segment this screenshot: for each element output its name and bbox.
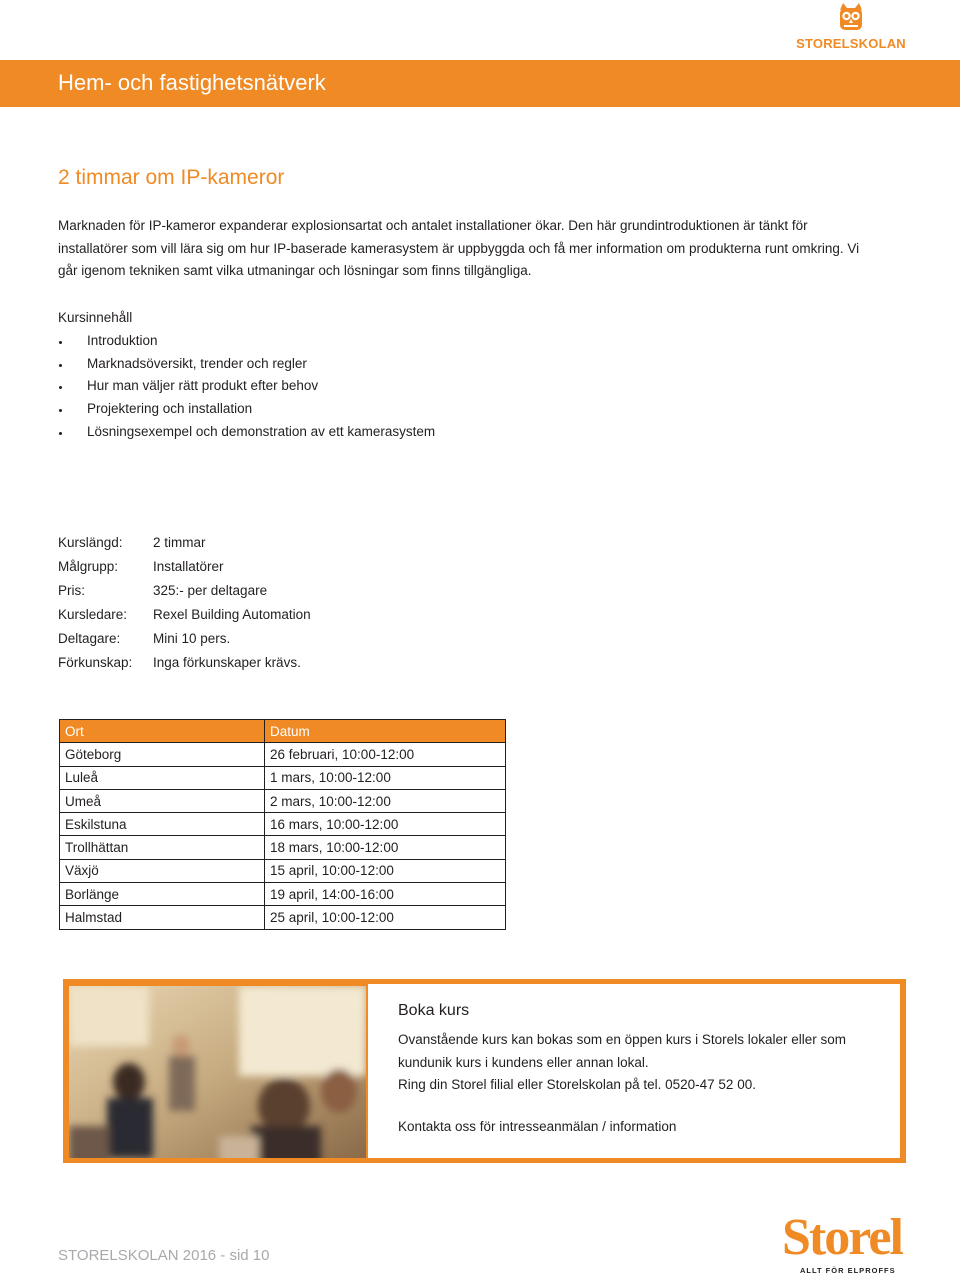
list-item: Marknadsöversikt, trender och regler <box>58 353 858 376</box>
owl-icon <box>838 2 864 32</box>
column-header-date: Datum <box>265 720 506 743</box>
list-item: Hur man väljer rätt produkt efter behov <box>58 375 858 398</box>
fact-label: Kurslängd: <box>58 535 123 550</box>
date-cell: 15 april, 10:00-12:00 <box>265 859 506 882</box>
page-title: Hem- och fastighetsnätverk <box>58 70 326 95</box>
table-row <box>60 836 506 859</box>
storel-logo <box>782 1209 906 1275</box>
fact-value: 325:- per deltagare <box>153 583 268 598</box>
table-row <box>60 789 506 812</box>
contents-heading: Kursinnehåll <box>58 310 133 325</box>
column-header-city: Ort <box>60 720 265 743</box>
fact-value: Inga förkunskaper krävs. <box>153 655 301 670</box>
date-cell: 16 mars, 10:00-12:00 <box>265 813 506 836</box>
table-row <box>60 906 506 929</box>
table-header-row <box>60 720 506 743</box>
date-cell: 18 mars, 10:00-12:00 <box>265 836 506 859</box>
date-cell: 19 april, 14:00-16:00 <box>265 883 506 906</box>
table-row <box>60 813 506 836</box>
storel-wordmark: Storel <box>782 1209 902 1266</box>
fact-label: Målgrupp: <box>58 559 119 574</box>
booking-phone: Ring din Storel filial eller Storelskolan på tel. 0520-47 52 00. <box>398 1077 756 1092</box>
booking-box <box>63 979 906 1163</box>
storelskolan-wordmark: STORELSKOLAN <box>796 36 906 51</box>
date-cell: 25 april, 10:00-12:00 <box>265 906 506 929</box>
classroom-photo-illustration <box>69 986 366 1158</box>
header-band <box>0 60 960 107</box>
booking-title: Boka kurs <box>398 1002 470 1019</box>
course-contents <box>58 307 858 444</box>
table-row <box>60 859 506 882</box>
list-item: Introduktion <box>58 330 858 353</box>
page-footer: STORELSKOLAN 2016 - sid 10 <box>58 1247 270 1264</box>
booking-text: Ovanstående kurs kan bokas som en öppen kurs i Storels lokaler eller som kundunik kurs i kundens eller annan lokal. <box>398 1032 846 1070</box>
fact-value: 2 timmar <box>153 535 206 550</box>
city-cell: Växjö <box>60 859 265 882</box>
city-cell: Göteborg <box>60 743 265 766</box>
city-cell: Umeå <box>60 789 265 812</box>
contact-link[interactable]: Kontakta oss för intresseanmälan / information <box>398 1119 677 1134</box>
booking-panel <box>368 984 900 1158</box>
fact-label: Förkunskap: <box>58 655 133 670</box>
table-row <box>60 766 506 789</box>
city-cell: Borlänge <box>60 883 265 906</box>
table-row <box>60 883 506 906</box>
city-cell: Luleå <box>60 766 265 789</box>
date-cell: 26 februari, 10:00-12:00 <box>265 743 506 766</box>
fact-label: Deltagare: <box>58 631 121 646</box>
storelskolan-logo <box>798 2 904 56</box>
fact-value: Rexel Building Automation <box>153 607 311 622</box>
storel-tagline: ALLT FÖR ELPROFFS <box>800 1266 896 1275</box>
fact-label: Kursledare: <box>58 607 128 622</box>
table-row <box>60 743 506 766</box>
fact-value: Mini 10 pers. <box>153 631 231 646</box>
schedule-table <box>59 719 506 930</box>
date-cell: 2 mars, 10:00-12:00 <box>265 789 506 812</box>
city-cell: Halmstad <box>60 906 265 929</box>
classroom-photo <box>69 986 366 1158</box>
date-cell: 1 mars, 10:00-12:00 <box>265 766 506 789</box>
list-item: Lösningsexempel och demonstration av ett kamerasystem <box>58 421 858 444</box>
city-cell: Trollhättan <box>60 836 265 859</box>
course-title: 2 timmar om IP-kameror <box>58 166 285 189</box>
course-intro: Marknaden för IP-kameror expanderar explosionsartat och antalet installationer ökar. Den här grundintroduktionen är tänkt för installatörer som vill lära sig om hur IP-baserade kamerasystem är uppbyggda och få mer information om produkterna runt omkring. Vi går igenom tekniken samt vilka utmaningar och lösningar som finns tillgängliga. <box>58 218 860 278</box>
contents-list <box>58 330 858 444</box>
fact-value: Installatörer <box>153 559 224 574</box>
list-item: Projektering och installation <box>58 398 858 421</box>
fact-label: Pris: <box>58 583 85 598</box>
city-cell: Eskilstuna <box>60 813 265 836</box>
